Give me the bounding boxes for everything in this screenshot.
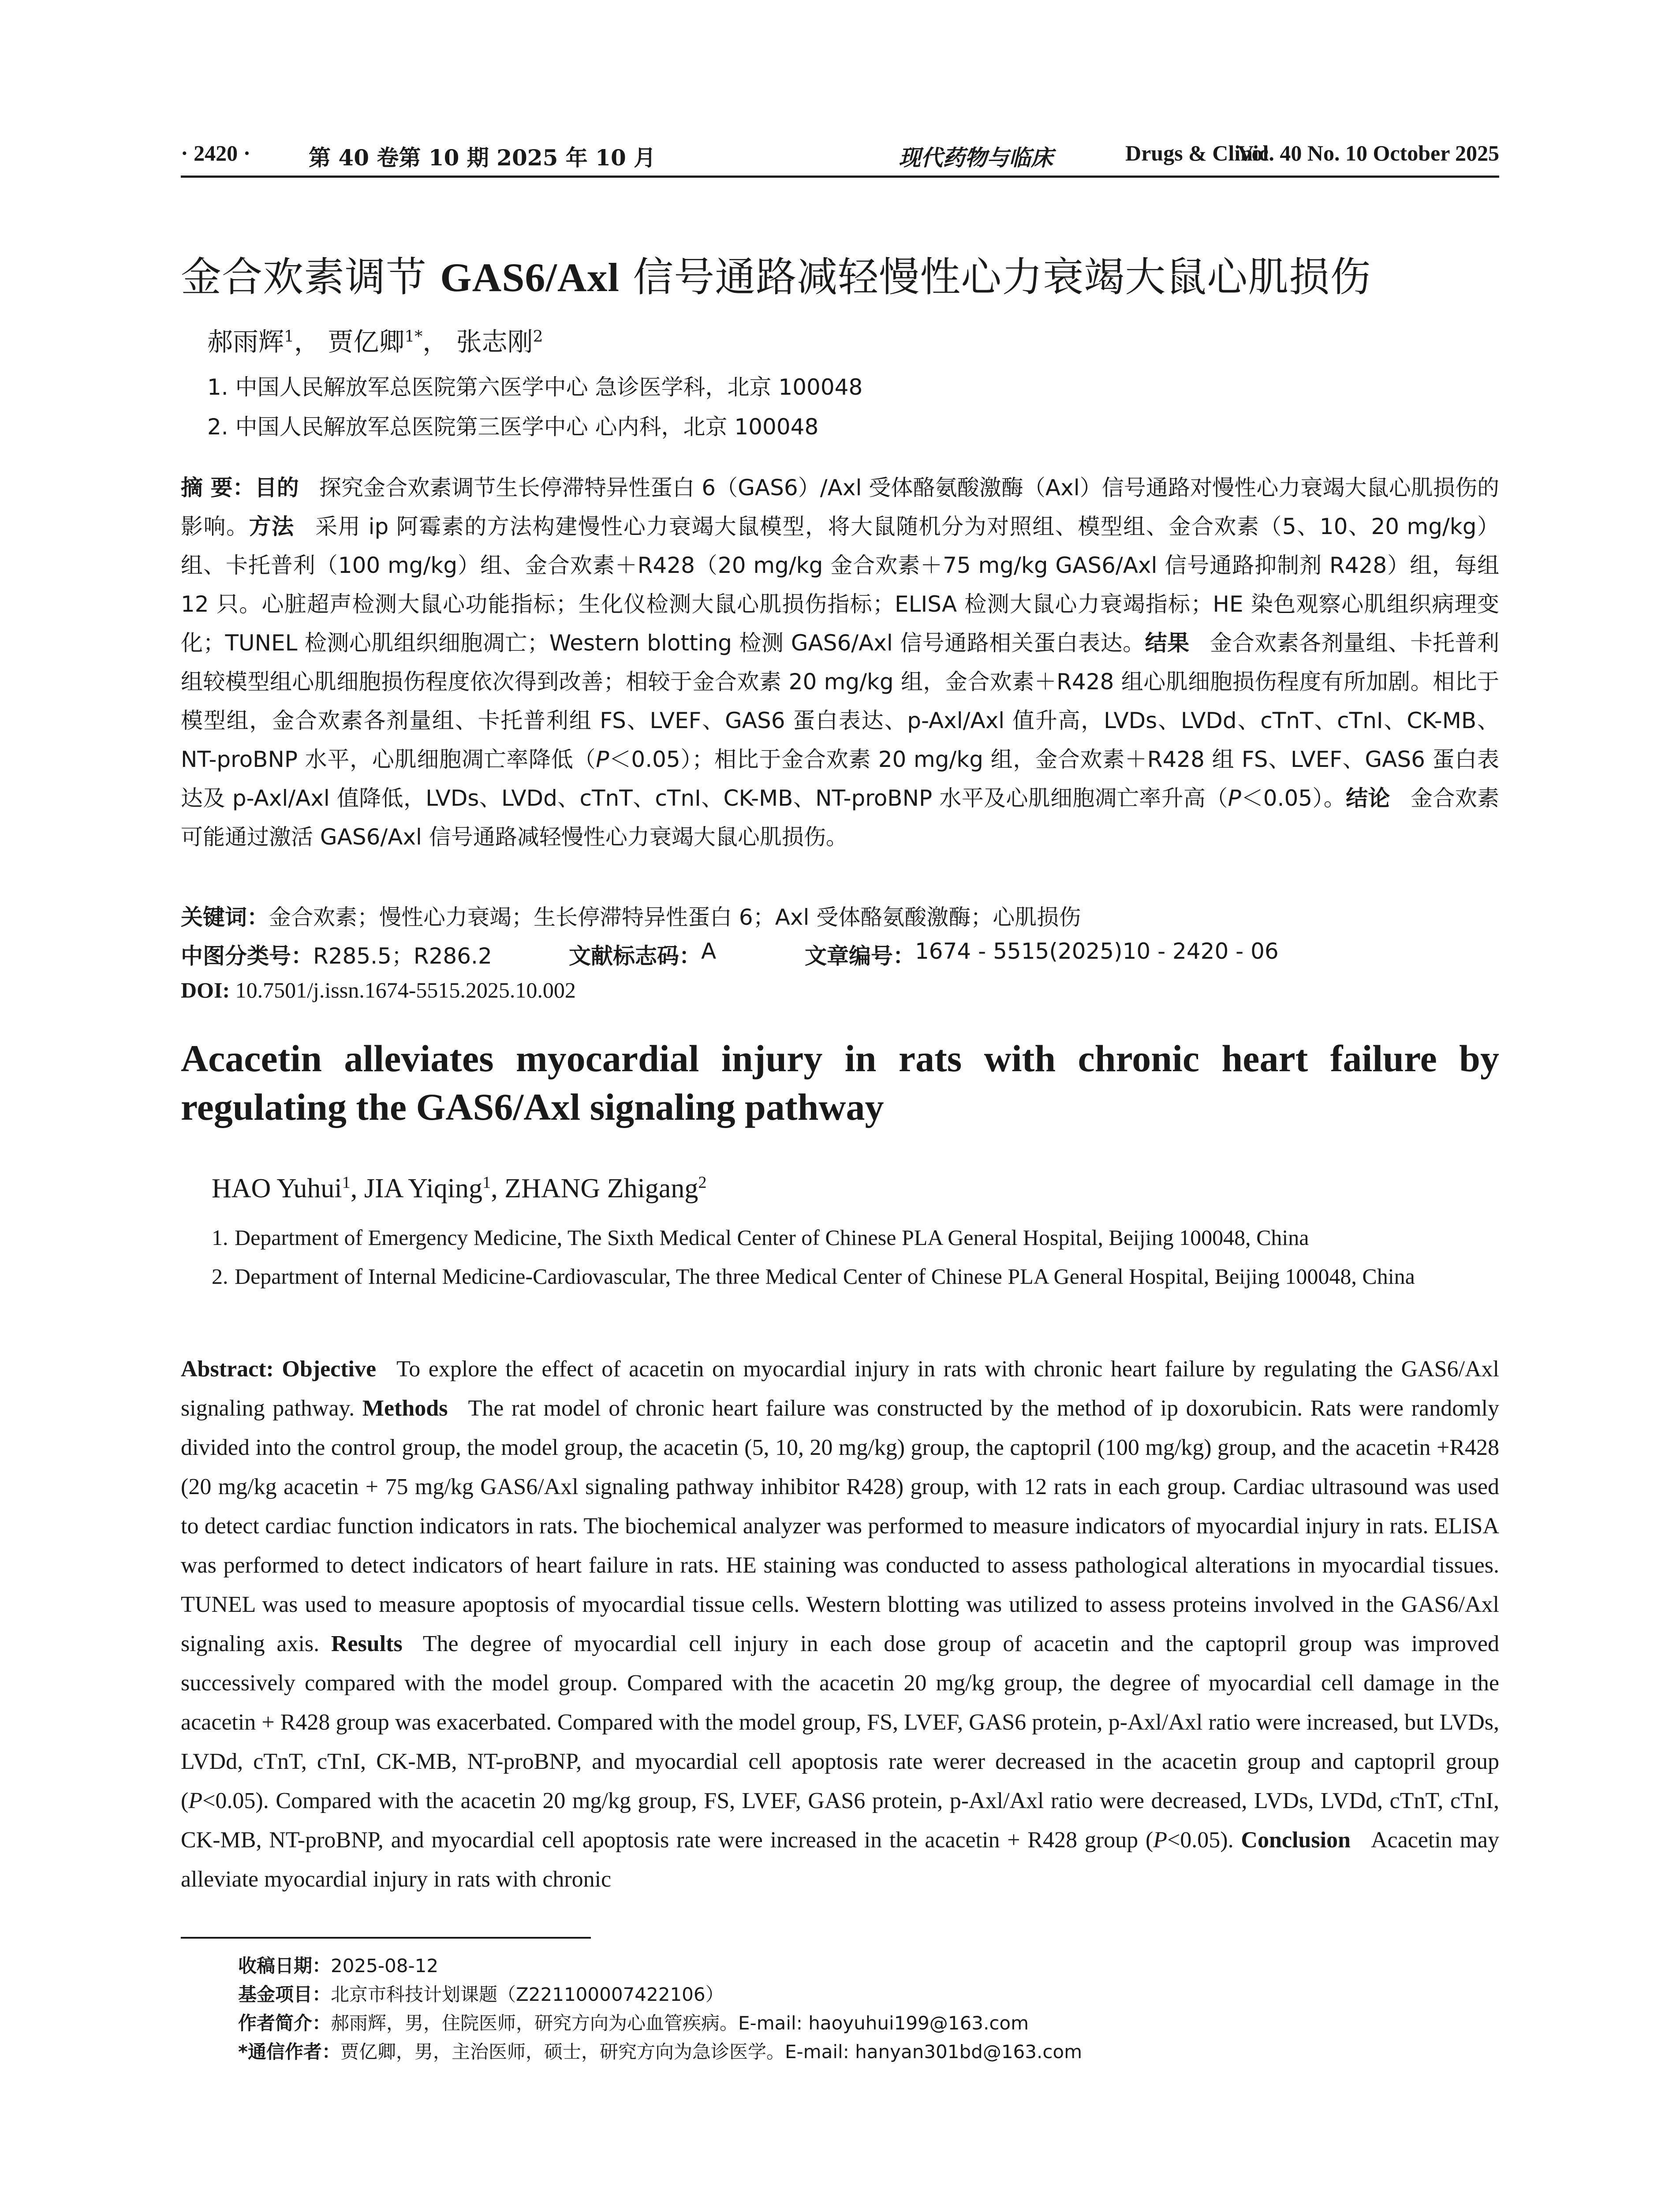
en-abstract: Abstract: Objective To explore the effect of acacetin on myocardial injury in rats with chronic heart failure by regulating the GAS6/Axl signaling pathway. Methods The rat model of chronic heart failure was constructed by the method of ip doxorubicin. Rats were randomly divided into the control group, the model group, the acacetin (5, 10, 20 mg/kg) group, the captopril (100 mg/kg) group, and the acacetin +R428 (20 mg/kg acacetin + 75 mg/kg GAS6/Axl signaling pathway inhibitor R428) group, with 12 rats in each group. Cardiac ultrasound was used to detect cardiac function indicators in rats. The biochemical analyzer was performed to measure indicators of myocardial injury in rats. ELISA was performed to detect indicators of heart failure in rats. HE staining was conducted to assess pathological alterations in myocardial tissues. TUNEL was used to measure apoptosis of myocardial tissue cells. Western blotting was utilized to assess proteins involved in the GAS6/Axl signaling axis. Results The degree of myocardial cell injury in each dose group of acacetin and the captopril group was improved successively compared with the model group. Compared with the acacetin 20 mg/kg group, the degree of myocardial cell damage in the acacetin + R428 group was exacerbated. Compared with the model group, FS, LVEF, GAS6 protein, p-Axl/Axl ratio were increased, but LVDs, LVDd, cTnT, cTnI, CK-MB, NT-proBNP, and myocardial cell apoptosis rate werer decreased in the acacetin group and captopril group (P<0.05). Compared with the acacetin 20 mg/kg group, FS, LVEF, GAS6 protein, p-Axl/Axl ratio were decreased, LVDs, LVDd, cTnT, cTnI, CK-MB, NT-proBNP, and myocardial cell apoptosis rate were increased in the acacetin + R428 group (P<0.05). Conclusion Acacetin may alleviate myocardial injury in rats with chronic (181, 1357, 1500, 1892)
footnote-rule (181, 1937, 591, 1939)
cn-objective-text: 探究金合欢素调节生长停滞特异性蛋白 6（GAS6）/Axl 受体酪氨酸激酶（Axl）信号通路对慢性心力衰竭大鼠心肌损伤的影响。 (181, 475, 1500, 539)
doi-line (181, 977, 576, 1003)
footnote-author-bio: 作者简介：郝雨辉，男，住院医师，研究方向为心血管疾病。E-mail: haoyuhui199@163.com (238, 2012, 1029, 2034)
cn-abstract-label: 摘 要： (181, 475, 255, 501)
cn-conclusion-label: 结论 (1346, 785, 1390, 811)
cn-affiliation-2: 2. 中国人民解放军总医院第三医学中心 心内科，北京 100048 (207, 414, 819, 440)
cn-keywords (181, 900, 1081, 931)
cn-title: 金合欢素调节 GAS6/Axl 信号通路减轻慢性心力衰竭大鼠心肌损伤 (181, 254, 1371, 301)
clc-value: R285.5；R286.2 (313, 943, 492, 969)
footnote-corresponding: *通信作者：贾亿卿，男，主治医师，硕士，研究方向为急诊医学。E-mail: hanyan301bd@163.com (238, 2041, 1083, 2063)
en-affiliation-1: 1. Department of Emergency Medicine, The Sixth Medical Center of Chinese PLA General Hospital, Beijing 100048, China (212, 1225, 1309, 1250)
cn-methods-text: 采用 ip 阿霉素的方法构建慢性心力衰竭大鼠模型，将大鼠随机分为对照组、模型组、金合欢素（5、10、20 mg/kg）组、卡托普利（100 mg/kg）组、金合欢素＋R428（20 mg/kg 金合欢素＋75 mg/kg GAS6/Axl 信号通路抑制剂 R428）组，每组 12 只。心脏超声检测大鼠心功能指标；生化仪检测大鼠心肌损伤指标；ELISA 检测大鼠心力衰竭指标；HE 染色观察心肌组织病理变化；TUNEL 检测心肌组织细胞凋亡；Western blotting 检测 GAS6/Axl 信号通路相关蛋白表达。 (181, 514, 1499, 656)
en-results-text: The degree of myocardial cell injury in each dose group of acacetin and the captopril group was improved successively compared with the model group. Compared with the acacetin 20 mg/kg group, the degree of myocardial cell damage in the acacetin + R428 group was exacerbated. Compared with the model group, FS, LVEF, GAS6 protein, p-Axl/Axl ratio were increased, but LVDs, LVDd, cTnT, cTnI, CK-MB, NT-proBNP, and myocardial cell apoptosis rate werer decreased in the acacetin group and captopril group ( (181, 1631, 1500, 1813)
en-affiliation-2: 2. Department of Internal Medicine-Cardiovascular, The three Medical Center of Chinese PLA General Hospital, Beijing 100048, China (212, 1264, 1415, 1289)
header-rule (181, 176, 1499, 178)
cn-methods-label: 方法 (249, 514, 295, 539)
en-author-name: HAO Yuhui (212, 1174, 342, 1203)
cn-author-name: 郝雨辉 (207, 327, 284, 357)
cn-affiliation-1: 1. 中国人民解放军总医院第六医学中心 急诊医学科，北京 100048 (207, 374, 863, 400)
cn-title-latin: GAS6/Axl (440, 255, 620, 300)
en-methods-label: Methods (362, 1396, 448, 1421)
en-methods-text: The rat model of chronic heart failure was constructed by the method of ip doxorubicin. Rats were randomly divided into the control group, the model group, the acacetin (5, 10, 20 mg/kg) group, the captopril (100 mg/kg) group, and the acacetin +R428 (20 mg/kg acacetin + 75 mg/kg GAS6/Axl signaling pathway inhibitor R428) group, with 12 rats in each group. Cardiac ultrasound was used to detect cardiac function indicators in rats. The biochemical analyzer was performed to measure indicators of myocardial injury in rats. ELISA was performed to detect indicators of heart failure in rats. HE staining was conducted to assess pathological alterations in myocardial tissues. TUNEL was used to measure apoptosis of myocardial tissue cells. Western blotting was utilized to assess proteins involved in the GAS6/Axl signaling axis. (181, 1396, 1499, 1656)
p-value-symbol: P (188, 1788, 203, 1813)
author-sup: 1 (482, 1173, 491, 1192)
page-number: · 2420 · (181, 141, 251, 165)
doi-value: 10.7501/j.issn.1674-5515.2025.10.002 (235, 978, 576, 1002)
en-objective-text: To explore the effect of acacetin on myocardial injury in rats with chronic heart failure by regulating the GAS6/Axl signaling pathway. (181, 1357, 1500, 1421)
en-author-name: JIA Yiqing (364, 1174, 483, 1203)
cn-results-label: 结果 (1145, 630, 1190, 656)
en-abstract-label: Abstract: (181, 1357, 274, 1382)
doi-label: DOI: (181, 978, 230, 1002)
footnote-funding: 基金项目：北京市科技计划课题（Z221100007422106） (238, 1984, 724, 2005)
p-value-symbol: P (1228, 785, 1241, 811)
en-title: Acacetin alleviates myocardial injury in rats with chronic heart failure by regulating the GAS6/Axl signaling pathway (181, 1037, 1499, 1128)
journal-name-en: Drugs & Clinic (1125, 141, 1269, 165)
cn-abstract: 摘 要：目的 探究金合欢素调节生长停滞特异性蛋白 6（GAS6）/Axl 受体酪氨酸激酶（Axl）信号通路对慢性心力衰竭大鼠心肌损伤的影响。方法 采用 ip 阿霉素的方法构建慢性心力衰竭大鼠模型，将大鼠随机分为对照组、模型组、金合欢素（5、10、20 mg/kg）组、卡托普利（100 mg/kg）组、金合欢素＋R428（20 mg/kg 金合欢素＋75 mg/kg GAS6/Axl 信号通路抑制剂 R428）组，每组 12 只。心脏超声检测大鼠心功能指标；生化仪检测大鼠心肌损伤指标；ELISA 检测大鼠心力衰竭指标；HE 染色观察心肌组织病理变化；TUNEL 检测心肌组织细胞凋亡；Western blotting 检测 GAS6/Axl 信号通路相关蛋白表达。结果 金合欢素各剂量组、卡托普利组较模型组心肌细胞损伤程度依次得到改善；相较于金合欢素 20 mg/kg 组，金合欢素＋R428 组心肌细胞损伤程度有所加剧。相比于模型组，金合欢素各剂量组、卡托普利组 FS、LVEF、GAS6 蛋白表达、p-Axl/Axl 值升高，LVDs、LVDd、cTnT、cTnI、CK-MB、NT-proBNP 水平，心肌细胞凋亡率降低（P＜0.05）；相比于金合欢素 20 mg/kg 组，金合欢素＋R428 组 FS、LVEF、GAS6 蛋白表达及 p-Axl/Axl 值降低，LVDs、LVDd、cTnT、cTnI、CK-MB、NT-proBNP 水平及心肌细胞凋亡率升高（P＜0.05）。结论 金合欢素可能通过激活 GAS6/Axl 信号通路减轻慢性心力衰竭大鼠心肌损伤。 (181, 475, 1500, 850)
author-sup: 1 (342, 1173, 351, 1192)
cn-author-name: 张志刚 (456, 327, 533, 357)
p-value-symbol: P (596, 747, 609, 772)
article-no-value: 1674 - 5515(2025)10 - 2420 - 06 (915, 938, 1279, 964)
keywords-text: 金合欢素；慢性心力衰竭；生长停滞特异性蛋白 6；Axl 受体酪氨酸激酶；心肌损伤 (269, 904, 1081, 930)
en-conclusion-text: Acacetin may alleviate myocardial injury in rats with chronic (181, 1828, 1500, 1892)
author-sup: 2 (698, 1173, 707, 1192)
article-no-label: 文章编号： (805, 943, 915, 969)
clc-label: 中图分类号： (181, 943, 313, 969)
doc-code-label: 文献标志码： (569, 943, 701, 969)
keywords-label: 关键词： (181, 904, 269, 930)
doc-code-value: A (701, 938, 717, 964)
en-conclusion-label: Conclusion (1241, 1828, 1351, 1853)
footnote-received: 收稿日期：2025-08-12 (238, 1955, 439, 1977)
issue-cn: 第 40 卷第 10 期 2025 年 10 月 (309, 145, 656, 171)
en-authors: HAO Yuhui$^1$, JIA Yiqing$^1$, ZHANG Zhigang$^2$ (212, 1173, 707, 1203)
cn-results-text: 金合欢素各剂量组、卡托普利组较模型组心肌细胞损伤程度依次得到改善；相较于金合欢素 20 mg/kg 组，金合欢素＋R428 组心肌细胞损伤程度有所加剧。相比于模型组，金合欢素各剂量组、卡托普利组 FS、LVEF、GAS6 蛋白表达、p-Axl/Axl 值升高，LVDs、LVDd、cTnT、cTnI、CK-MB、NT-proBNP 水平，心肌细胞凋亡率降低（ (181, 630, 1500, 772)
issue-en: Vol. 40 No. 10 October 2025 (1237, 141, 1499, 165)
cn-author-name: 贾亿卿 (328, 327, 405, 357)
en-author-name: ZHANG Zhigang (504, 1174, 698, 1203)
en-results-label: Results (331, 1631, 403, 1656)
cn-authors: 郝雨辉$^1$， 贾亿卿$^{1*}$， 张志刚$^2$ (207, 327, 543, 357)
en-objective-label: Objective (282, 1357, 377, 1382)
author-sup: 2 (533, 327, 543, 346)
p-value-symbol: P (1153, 1828, 1167, 1853)
author-sup: 1 (284, 327, 294, 346)
journal-name-cn: 现代药物与临床 (899, 145, 1053, 171)
cn-conclusion-text: 金合欢素可能通过激活 GAS6/Axl 信号通路减轻慢性心力衰竭大鼠心肌损伤。 (181, 785, 1500, 850)
author-sup: 1* (404, 327, 423, 346)
cn-objective-label: 目的 (254, 475, 299, 501)
